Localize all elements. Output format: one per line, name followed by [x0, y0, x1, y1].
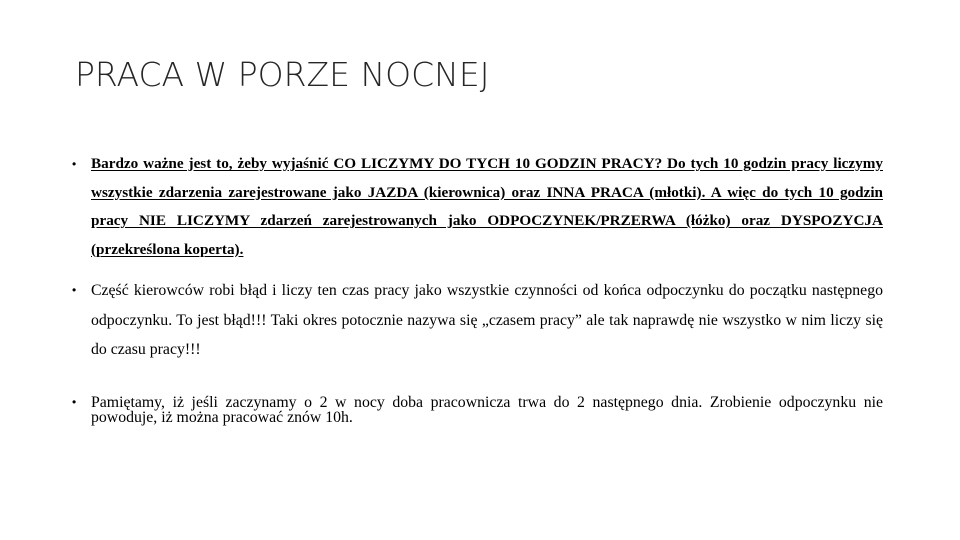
bullet-list — [70, 150, 883, 425]
bullet-text: Bardzo ważne jest to, żeby wyjaśnić CO LICZYMY DO TYCH 10 GODZIN PRACY? Do tych 10 godzin pracy liczymy wszystkie zdarzenia zarejestrowane jako JAZDA (kierownica) oraz INNA PRACA (młotki). A więc do tych 10 godzin pracy NIE LICZYMY zdarzeń zarejestrowanych jako ODPOCZYNEK/PRZERWA (łóżko) oraz DYSPOZYCJA (przekreślona koperta). — [91, 155, 883, 258]
bullet-marker-icon: • — [72, 394, 77, 409]
slide-title: PRACA W PORZE NOCNEJ — [75, 55, 490, 94]
bullet-marker-icon: • — [72, 283, 77, 297]
bullet-text: Pamiętamy, iż jeśli zaczynamy o 2 w nocy doba pracownicza trwa do 2 następnego dnia. Zrobienie odpoczynku nie powoduje, iż można pracować znów 10h. — [91, 393, 883, 426]
bullet-item — [70, 150, 883, 264]
bullet-text: Część kierowców robi błąd i liczy ten czas pracy jako wszystkie czynności od końca odpoczynku do początku następnego odpoczynku. To jest błąd!!! Taki okres potocznie nazywa się „czasem pracy” ale tak naprawdę nie wszystko w nim liczy się do czasu pracy!!! — [91, 282, 883, 358]
bullet-item — [70, 395, 883, 425]
bullet-item — [70, 276, 883, 365]
bullet-marker-icon: • — [72, 157, 77, 171]
